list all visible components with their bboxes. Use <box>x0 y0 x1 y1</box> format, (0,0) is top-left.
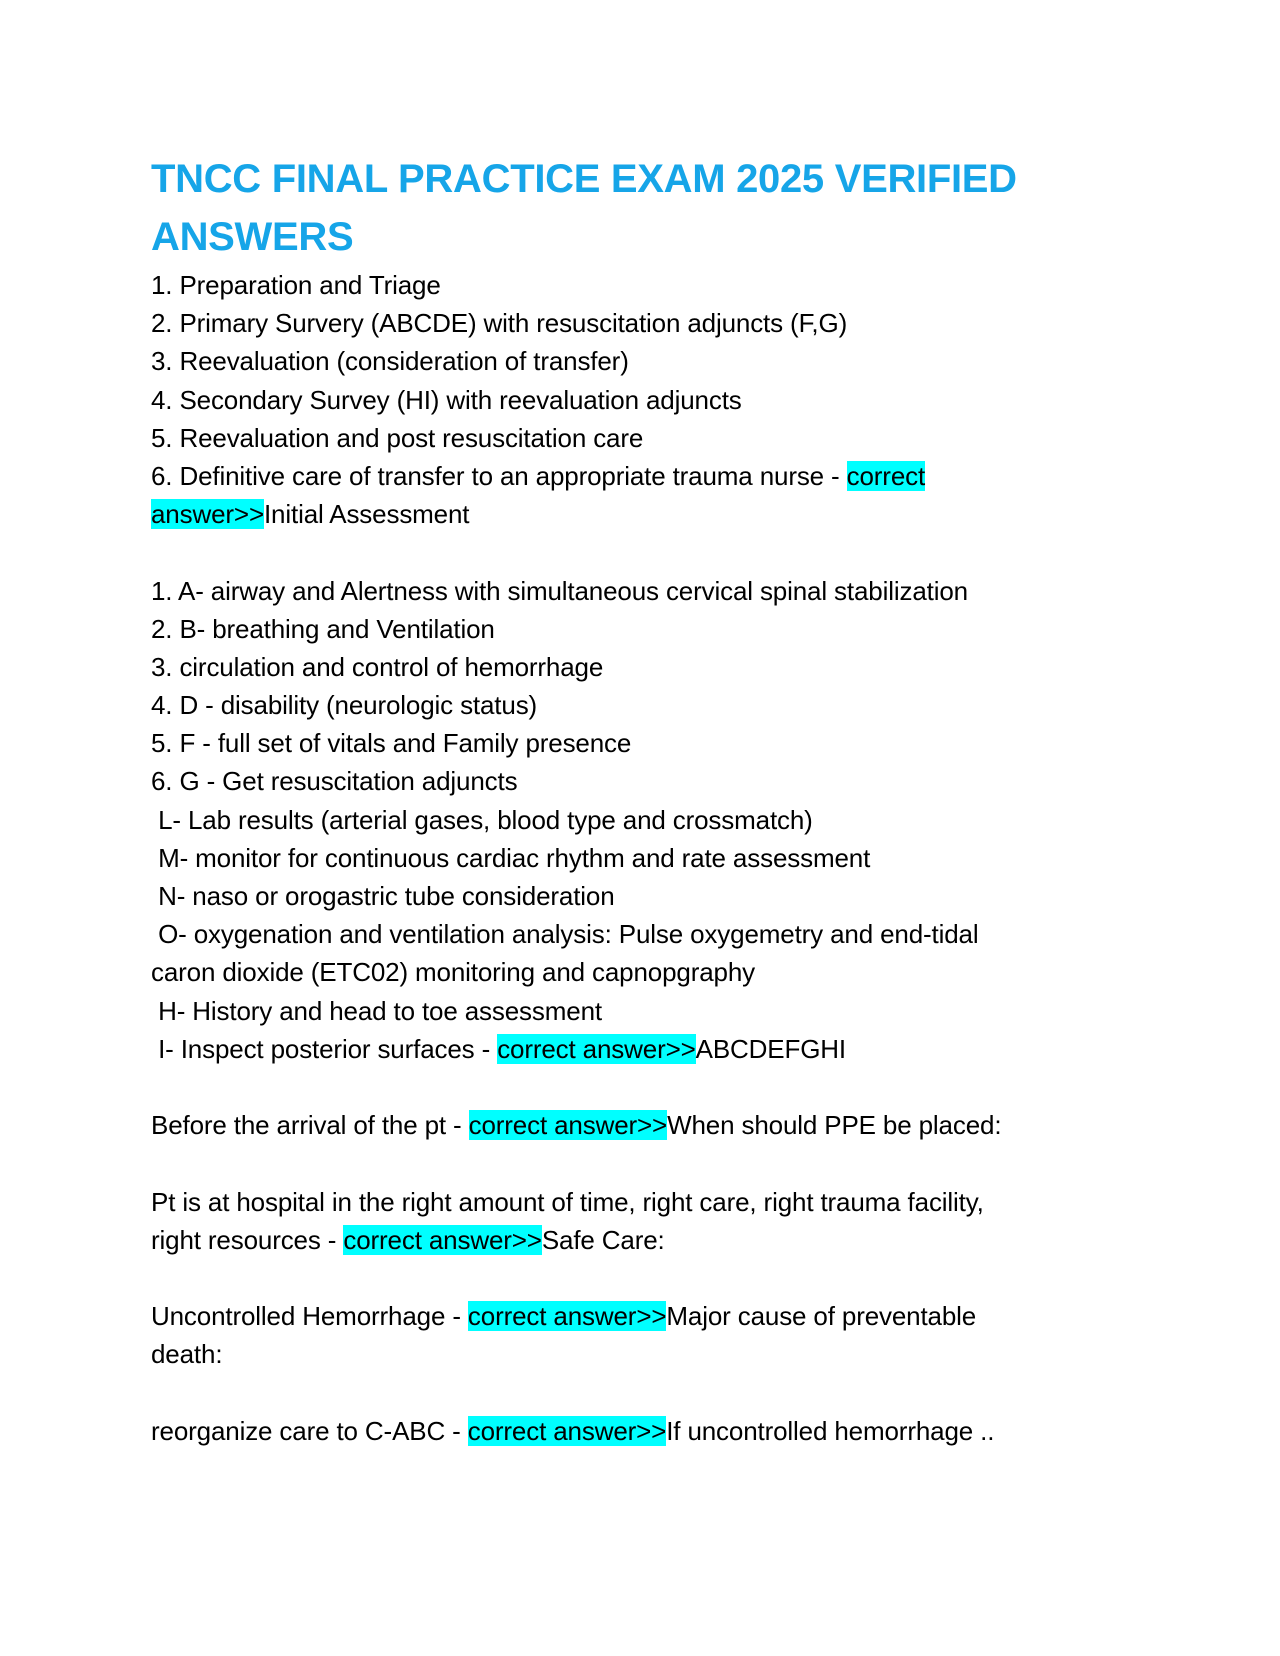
list-item <box>151 1030 1131 1068</box>
list-item: 1. Preparation and Triage <box>151 270 441 300</box>
answer-tag-highlight: correct <box>846 460 926 491</box>
spacer <box>151 1259 1131 1297</box>
document-body <box>151 266 1131 1450</box>
list-item: death: <box>151 1339 223 1370</box>
spacer <box>151 1068 1131 1106</box>
list-item: 2. B- breathing and Ventilation <box>151 613 495 644</box>
answer-text: Initial Assessment <box>263 499 470 530</box>
question-text: right resources - <box>151 1224 344 1255</box>
question-text: 6. Definitive care of transfer to an appropriate trauma nurse - <box>151 460 847 491</box>
list-item: 6. G - Get resuscitation adjuncts <box>151 766 518 797</box>
answer-tag-highlight: correct answer>> <box>497 1033 696 1064</box>
list-item: M- monitor for continuous cardiac rhythm and rate assessment <box>151 842 871 873</box>
qa-block-safe-care <box>151 1183 1131 1259</box>
list-item: Pt is at hospital in the right amount of time, right care, right trauma facility, <box>151 1186 984 1217</box>
question-text: Before the arrival of the pt - <box>151 1110 469 1141</box>
answer-text: If uncontrolled hemorrhage .. <box>666 1415 995 1446</box>
list-item <box>151 1297 1131 1335</box>
question-text: reorganize care to C-ABC - <box>151 1415 468 1446</box>
list-item: 3. Reevaluation (consideration of transfer) <box>151 346 629 377</box>
list-item: caron dioxide (ETC02) monitoring and capnopgraphy <box>151 957 756 988</box>
list-item: 5. Reevaluation and post resuscitation care <box>151 422 644 453</box>
list-item <box>151 457 1131 495</box>
title-line-2: ANSWERS <box>151 215 354 259</box>
list-item <box>151 1221 1131 1259</box>
list-item: 4. Secondary Survey (HI) with reevaluation adjuncts <box>151 384 742 415</box>
qa-block-c-abc <box>151 1412 1131 1450</box>
question-text: I- Inspect posterior surfaces - <box>151 1033 498 1064</box>
list-item: N- naso or orogastric tube consideration <box>151 881 615 911</box>
answer-text: ABCDEFGHI <box>695 1033 846 1064</box>
question-text: Uncontrolled Hemorrhage - <box>151 1301 468 1332</box>
answer-text: When should PPE be placed: <box>667 1110 1002 1141</box>
list-item <box>151 1106 1131 1144</box>
document-title <box>151 150 1131 266</box>
list-item: H- History and head to toe assessment <box>151 995 602 1026</box>
spacer <box>151 533 1131 571</box>
answer-text: Safe Care: <box>541 1224 665 1255</box>
title-line-1: TNCC FINAL PRACTICE EXAM 2025 VERIFIED <box>151 157 1017 201</box>
qa-block-hemorrhage <box>151 1297 1131 1373</box>
answer-tag-highlight: correct answer>> <box>467 1301 667 1332</box>
list-item <box>151 1412 1131 1450</box>
document-page <box>151 150 1131 1450</box>
list-item <box>151 495 1131 533</box>
list-item: O- oxygenation and ventilation analysis: Pulse oxygemetry and end-tidal <box>151 919 979 950</box>
answer-text: Major cause of preventable <box>666 1301 977 1332</box>
qa-block-abcdefghi <box>151 572 1131 1068</box>
answer-tag-highlight: answer>> <box>151 499 264 530</box>
list-item: 1. A- airway and Alertness with simultaneous cervical spinal stabilization <box>151 575 968 606</box>
spacer <box>151 1144 1131 1182</box>
qa-block-initial-assessment <box>151 266 1131 533</box>
spacer <box>151 1373 1131 1411</box>
list-item: 5. F - full set of vitals and Family presence <box>151 728 632 759</box>
list-item: 2. Primary Survery (ABCDE) with resuscitation adjuncts (F,G) <box>151 308 848 339</box>
answer-tag-highlight: correct answer>> <box>467 1415 667 1446</box>
list-item: L- Lab results (arterial gases, blood type and crossmatch) <box>151 804 813 835</box>
answer-tag-highlight: correct answer>> <box>343 1224 542 1255</box>
list-item: 4. D - disability (neurologic status) <box>151 690 538 721</box>
list-item: 3. circulation and control of hemorrhage <box>151 651 604 682</box>
answer-tag-highlight: correct answer>> <box>468 1110 668 1141</box>
qa-block-ppe <box>151 1106 1131 1144</box>
